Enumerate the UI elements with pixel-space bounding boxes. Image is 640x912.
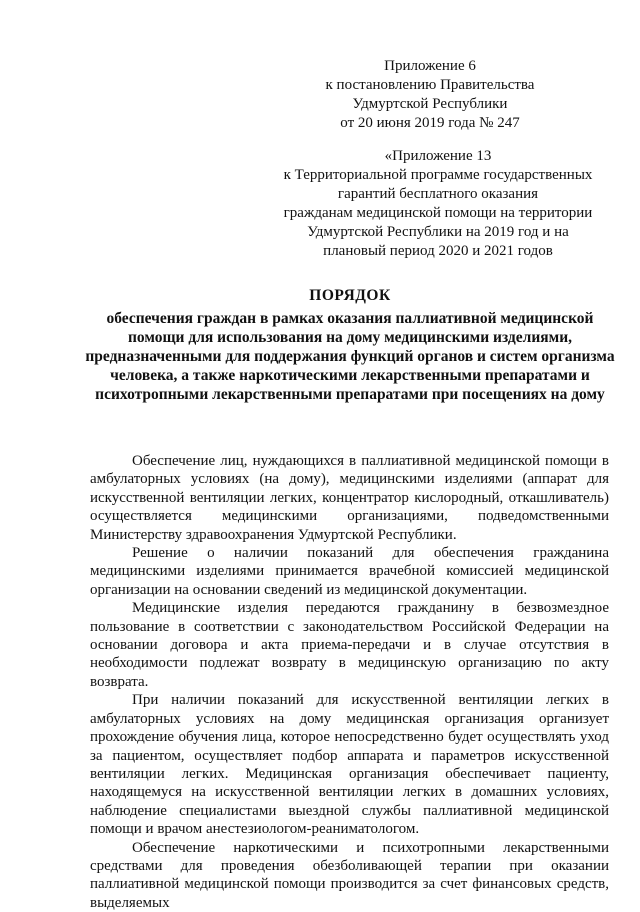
paragraph-2: Решение о наличии показаний для обеспечения гражданина медицинскими изделиями принимается врачебной комиссией медицинской организации на основании сведений из медицинской документации. xyxy=(90,545,609,598)
annex-13-line-2: к Территориальной программе государственных xyxy=(283,167,593,183)
paragraph-3: Медицинские изделия передаются гражданину в безвозмездное пользование в соответствии с законодательством Российской Федерации на основании договора и акта приема-передачи и в случае отсутствия в необходимости подлежат возврату в медицинскую организацию по акту возврата. xyxy=(90,600,609,690)
document-title xyxy=(80,286,620,404)
annex-13-header xyxy=(268,147,608,261)
annex-13-line-3: гарантий бесплатного оказания xyxy=(337,186,539,202)
paragraph-5: Обеспечение наркотическими и психотропными лекарственными средствами для проведения обезболивающей терапии при оказании паллиативной медицинской помощи производится за счет финансовых средств, выделяемых xyxy=(90,839,609,911)
title-line-4: человека, а также наркотическими лекарственными препаратами и xyxy=(110,367,590,384)
paragraph-4: При наличии показаний для искусственной вентиляции легких в амбулаторных условиях на дому медицинская организация организует прохождение обучения лица, которое непосредственно будет осуществлять уход за пациентом, осуществляет подбор аппарата и параметров искусственной вентиляции легких. Медицинская организация обеспечивает пациенту, находящемуся на искусственной вентиляции легких в домашних условиях, наблюдение специалистами выездной службы паллиативной медицинской помощи и врачом анестезиологом-реаниматологом. xyxy=(90,692,609,838)
annex-6-header xyxy=(300,57,560,133)
document-body xyxy=(90,452,609,912)
annex-6-line-3: Удмуртской Республики xyxy=(352,96,508,112)
annex-13-line-1: «Приложение 13 xyxy=(384,148,492,164)
annex-13-line-6: плановый период 2020 и 2021 годов xyxy=(323,243,553,259)
annex-13-line-4: гражданам медицинской помощи на территории xyxy=(283,205,593,221)
title-line-3: предназначенными для поддержания функций органов и систем организма xyxy=(85,348,615,365)
title-line-2: помощи для использования на дому медицинскими изделиями, xyxy=(127,329,572,346)
title-line-1: обеспечения граждан в рамках оказания паллиативной медицинской xyxy=(106,310,594,327)
annex-6-line-4: от 20 июня 2019 года № 247 xyxy=(340,115,520,131)
title-line-5: психотропными лекарственными препаратами при посещениях на дому xyxy=(95,386,605,403)
annex-13-line-5: Удмуртской Республики на 2019 год и на xyxy=(307,224,569,240)
title-heading: ПОРЯДОК xyxy=(309,287,391,304)
annex-6-line-1: Приложение 6 xyxy=(384,58,476,74)
annex-6-line-2: к постановлению Правительства xyxy=(325,77,535,93)
paragraph-1: Обеспечение лиц, нуждающихся в паллиативной медицинской помощи в амбулаторных условиях (на дому), медицинскими изделиями (аппарат для искусственной вентиляции легких, концентратор кислородный, откашливатель) осуществляется медицинскими организациями, подведомственными Министерству здравоохранения Удмуртской Республики. xyxy=(90,453,609,543)
